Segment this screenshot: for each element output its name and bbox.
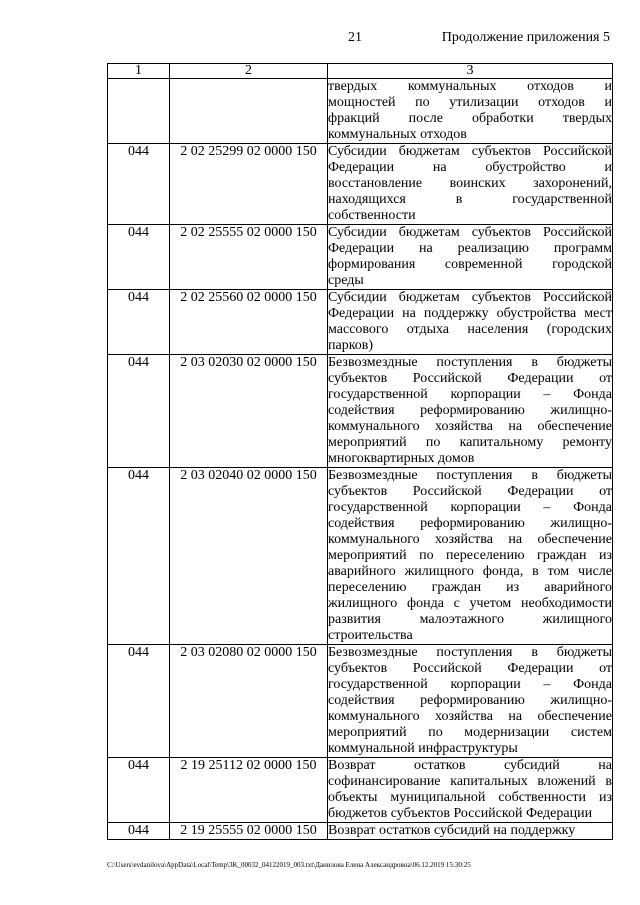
administrator-code-cell: 044 xyxy=(108,355,170,468)
appendix-continuation-note: Продолжение приложения 5 xyxy=(441,30,610,45)
description-line: мощностей по утилизации отходов и xyxy=(328,95,612,110)
description-line: Возврат остатков субсидий на xyxy=(328,758,612,773)
description-line: твердых коммунальных отходов и xyxy=(328,79,612,94)
description-cell xyxy=(328,225,613,290)
description-line: Субсидии бюджетам субъектов Российской xyxy=(328,290,612,305)
description-line: коммунальных отходов xyxy=(328,127,467,142)
table-header-row xyxy=(108,64,613,79)
table-row xyxy=(108,758,613,823)
file-path-footer: C:\Users\evdanilova\AppData\Local\Temp\3K_00032_04122019_003.txt\Данилова Елена Александровна\06.12.2019 15:30:25 xyxy=(107,861,471,869)
classification-code-cell: 2 02 25299 02 0000 150 xyxy=(170,144,328,225)
table-row xyxy=(108,355,613,468)
description-line: парков) xyxy=(328,338,374,353)
table-row xyxy=(108,468,613,645)
description-cell xyxy=(328,645,613,758)
description-cell xyxy=(328,355,613,468)
description-line: Федерации на обустройство и xyxy=(328,160,612,175)
administrator-code-cell: 044 xyxy=(108,468,170,645)
description-line: государственной корпорации – Фонда xyxy=(328,500,612,515)
description-line: субъектов Российской Федерации от xyxy=(328,371,612,386)
table-row xyxy=(108,79,613,144)
table-row xyxy=(108,823,613,840)
description-line: многоквартирных домов xyxy=(328,451,475,466)
description-line: Безвозмездные поступления в бюджеты xyxy=(328,355,612,370)
description-line: Федерации на реализацию программ xyxy=(328,241,612,256)
description-line: бюджетов субъектов Российской Федерации xyxy=(328,806,593,821)
description-line: содействия реформированию жилищно- xyxy=(328,403,612,418)
description-line: коммунального хозяйства на обеспечение xyxy=(328,532,612,547)
description-line: Безвозмездные поступления в бюджеты xyxy=(328,645,612,660)
classification-code-cell: 2 03 02030 02 0000 150 xyxy=(170,355,328,468)
column-header-2: 2 xyxy=(170,64,328,79)
description-line: находящихся в государственной xyxy=(328,192,612,207)
description-line: восстановление воинских захоронений, xyxy=(328,176,612,191)
administrator-code-cell xyxy=(108,79,170,144)
description-line: объекты муниципальной собственности из xyxy=(328,790,612,805)
table-row xyxy=(108,290,613,355)
description-line: государственной корпорации – Фонда xyxy=(328,387,612,402)
administrator-code-cell: 044 xyxy=(108,225,170,290)
description-line: коммунального хозяйства на обеспечение xyxy=(328,419,612,434)
classification-code-cell: 2 02 25555 02 0000 150 xyxy=(170,225,328,290)
description-cell xyxy=(328,823,613,840)
administrator-code-cell: 044 xyxy=(108,758,170,823)
description-line: коммунальной инфраструктуры xyxy=(328,741,518,756)
description-line: массового отдыха населения (городских xyxy=(328,322,612,337)
description-line: мероприятий по переселению граждан из xyxy=(328,548,612,563)
column-header-3: 3 xyxy=(328,64,613,79)
description-line: формирования современной городской xyxy=(328,257,612,272)
description-cell xyxy=(328,758,613,823)
classification-code-cell xyxy=(170,79,328,144)
description-line: собственности xyxy=(328,208,416,223)
description-line: софинансирование капитальных вложений в xyxy=(328,774,612,789)
description-line: коммунального хозяйства на обеспечение xyxy=(328,709,612,724)
description-line: аварийного жилищного фонда, в том числе xyxy=(328,564,612,579)
administrator-code-cell: 044 xyxy=(108,144,170,225)
description-line: субъектов Российской Федерации от xyxy=(328,661,612,676)
description-line: содействия реформированию жилищно- xyxy=(328,516,612,531)
description-line: переселению граждан из аварийного xyxy=(328,580,612,595)
description-line: государственной корпорации – Фонда xyxy=(328,677,612,692)
page-number: 21 xyxy=(348,30,362,45)
classification-code-cell: 2 02 25560 02 0000 150 xyxy=(170,290,328,355)
description-line: мероприятий по капитальному ремонту xyxy=(328,435,612,450)
description-cell xyxy=(328,468,613,645)
description-line: фракций после обработки твердых xyxy=(328,111,612,126)
table-row xyxy=(108,645,613,758)
classification-code-cell: 2 03 02040 02 0000 150 xyxy=(170,468,328,645)
description-line: развития малоэтажного жилищного xyxy=(328,612,612,627)
administrator-code-cell: 044 xyxy=(108,823,170,840)
description-cell xyxy=(328,144,613,225)
administrator-code-cell: 044 xyxy=(108,645,170,758)
classification-code-cell: 2 19 25112 02 0000 150 xyxy=(170,758,328,823)
description-line: содействия реформированию жилищно- xyxy=(328,693,612,708)
description-cell xyxy=(328,290,613,355)
classification-code-cell: 2 19 25555 02 0000 150 xyxy=(170,823,328,840)
classification-code-cell: 2 03 02080 02 0000 150 xyxy=(170,645,328,758)
description-line: Возврат остатков субсидий на поддержку xyxy=(328,823,576,838)
description-line: Субсидии бюджетам субъектов Российской xyxy=(328,225,612,240)
administrator-code-cell: 044 xyxy=(108,290,170,355)
description-line: субъектов Российской Федерации от xyxy=(328,484,612,499)
description-line: мероприятий по модернизации систем xyxy=(328,725,612,740)
table-body xyxy=(108,79,613,840)
description-line: жилищного фонда с учетом необходимости xyxy=(328,596,612,611)
table-row xyxy=(108,144,613,225)
description-line: Безвозмездные поступления в бюджеты xyxy=(328,468,612,483)
description-line: Федерации на поддержку обустройства мест xyxy=(328,306,612,321)
column-header-1: 1 xyxy=(108,64,170,79)
table-row xyxy=(108,225,613,290)
description-cell xyxy=(328,79,613,144)
budget-classification-table xyxy=(107,63,613,840)
description-line: Субсидии бюджетам субъектов Российской xyxy=(328,144,612,159)
description-line: среды xyxy=(328,273,364,288)
description-line: строительства xyxy=(328,628,413,643)
